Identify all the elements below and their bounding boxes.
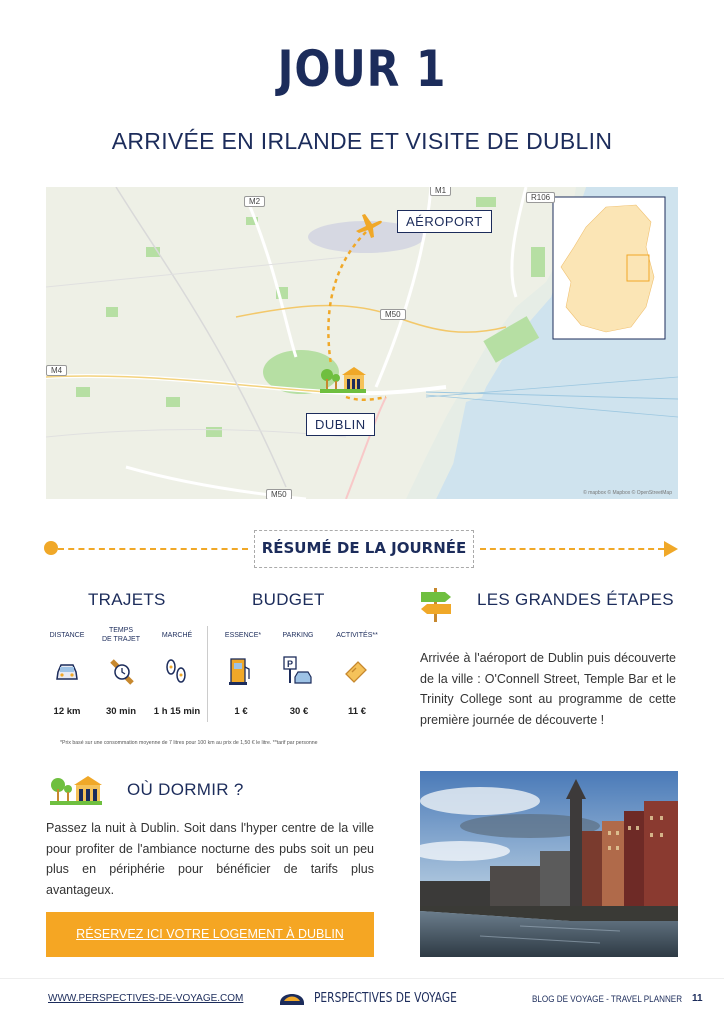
budget-label-essence: ESSENCE* (224, 632, 262, 639)
trajets-label-distance: DISTANCE (49, 632, 85, 639)
footprints-icon (163, 657, 189, 687)
city-icon (318, 361, 368, 395)
lodging-icon (48, 771, 104, 807)
road-badge-m1: M1 (430, 187, 451, 196)
section-divider (207, 626, 208, 722)
trajets-heading: TRAJETS (88, 590, 166, 609)
page-subtitle: ARRIVÉE EN IRLANDE ET VISITE DE DUBLIN (111, 128, 613, 154)
timeline-line-right (480, 548, 664, 550)
etapes-text: Arrivée à l'aéroport de Dublin puis découverte de la ville : O'Connell Street, Temple Bar et le Trinity College sont au programme de cette première journée de découverte ! (420, 651, 676, 727)
ticket-icon (342, 658, 370, 686)
airplane-icon (352, 209, 384, 241)
page-number: 11 (692, 993, 703, 1004)
budget-heading: BUDGET (252, 590, 325, 609)
road-badge-m2: M2 (244, 196, 265, 207)
parking-icon (282, 655, 314, 687)
dormir-text: Passez la nuit à Dublin. Soit dans l'hyper centre de la ville pour profiter de l'ambiance nocturne des pubs soit un peu plus en périphérie pour bénéficier de tarifs plus avantageux. (46, 821, 374, 897)
signpost-icon (417, 584, 455, 624)
footer-brand-name: PERSPECTIVES DE VOYAGE (314, 991, 457, 1006)
trajets-label-marche: MARCHÉ (161, 632, 193, 639)
budget-footnote: *Prix basé sur une consommation moyenne de 7 litres pour 100 km au prix de 1,50 € le litre. **tarif par personne (60, 740, 318, 746)
trajets-label-temps: TEMPS DE TRAJET (102, 627, 140, 643)
page-title: JOUR 1 (277, 40, 447, 98)
budget-label-parking: PARKING (282, 632, 314, 639)
summary-heading: RÉSUMÉ DE LA JOURNÉE (254, 530, 474, 568)
timeline-arrow-icon (664, 541, 678, 557)
svg-text:P: P (287, 659, 294, 669)
road-badge-m50-south: M50 (266, 489, 292, 499)
dublin-photo (420, 771, 678, 957)
footer-tagline: BLOG DE VOYAGE - TRAVEL PLANNER (532, 994, 683, 1004)
budget-value-essence: 1 € (234, 706, 248, 717)
book-accommodation-button[interactable]: RÉSERVEZ ICI VOTRE LOGEMENT À DUBLIN (46, 912, 374, 957)
map-label-dublin: DUBLIN (306, 413, 375, 436)
footer-website-link[interactable]: WWW.PERSPECTIVES-DE-VOYAGE.COM (48, 993, 244, 1004)
trajets-value-distance: 12 km (53, 706, 81, 717)
timeline-line-left (58, 548, 248, 550)
timeline-start-dot (44, 541, 58, 555)
brand-logo-icon (278, 985, 306, 1009)
road-badge-m50: M50 (380, 309, 406, 320)
budget-value-parking: 30 € (289, 706, 309, 717)
budget-label-activites: ACTIVITÉS** (336, 632, 378, 639)
watch-icon (108, 657, 136, 687)
trajets-value-temps: 30 min (105, 706, 137, 717)
trajets-value-marche: 1 h 15 min (153, 706, 201, 717)
map-attribution: © mapbox © Mapbox © OpenStreetMap (583, 490, 672, 496)
route-map (46, 187, 678, 499)
map-label-airport: AÉROPORT (397, 210, 492, 233)
budget-value-activites: 11 € (348, 706, 366, 717)
car-icon (54, 659, 80, 685)
dormir-heading: OÙ DORMIR ? (127, 780, 244, 799)
road-badge-m4: M4 (46, 365, 67, 376)
etapes-heading: LES GRANDES ÉTAPES (477, 590, 674, 609)
road-badge-r106: R106 (526, 192, 555, 203)
fuel-pump-icon (227, 655, 253, 687)
